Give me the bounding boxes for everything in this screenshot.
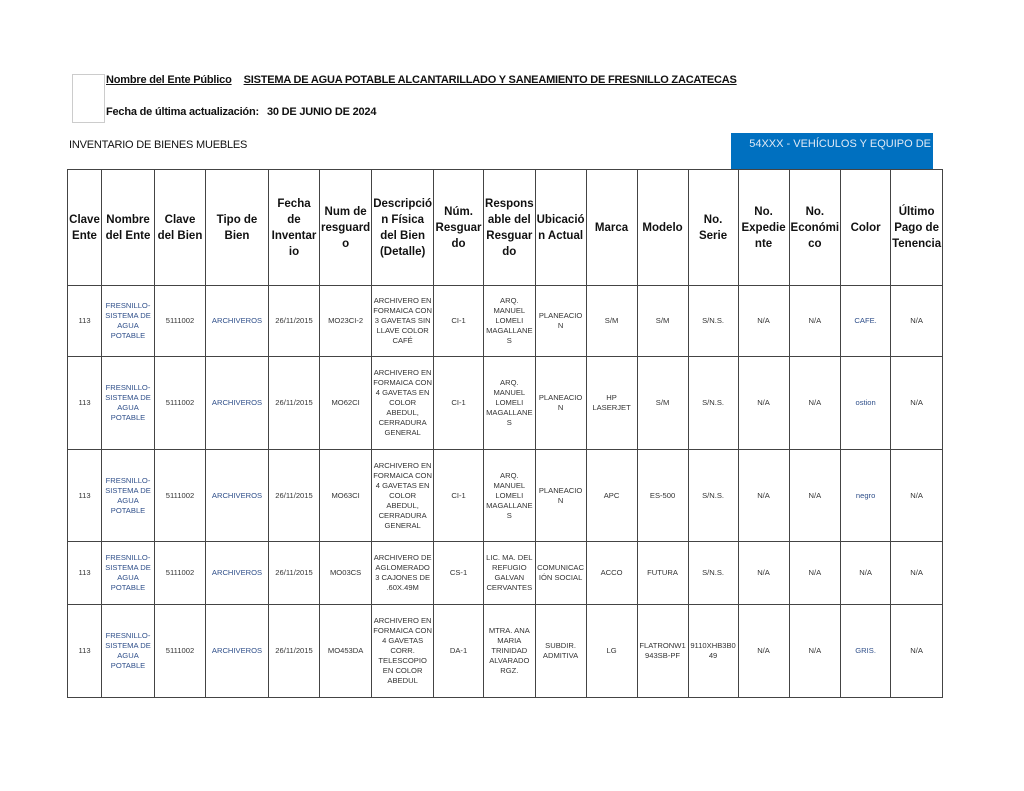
column-header: No. Expedie nte — [738, 170, 789, 286]
table-cell: 26/11/2015 — [269, 450, 320, 542]
column-header: Tipo de Bien — [206, 170, 269, 286]
table-cell: ES-500 — [637, 450, 688, 542]
table-cell: PLANEACION — [535, 357, 586, 450]
table-cell: MO23CI-2 — [320, 286, 372, 357]
table-cell: CS-1 — [434, 542, 484, 605]
table-cell: S/M — [637, 286, 688, 357]
table-cell: N/A — [891, 542, 943, 605]
fecha-line — [106, 106, 384, 118]
column-header: Clave del Bien — [155, 170, 206, 286]
table-cell: MTRA. ANA MARIA TRINIDAD ALVARADO RGZ. — [484, 605, 536, 698]
table-cell: FRESNILLO-SISTEMA DE AGUA POTABLE — [102, 450, 155, 542]
table-cell: 26/11/2015 — [269, 286, 320, 357]
table-cell: CAFE. — [841, 286, 891, 357]
table-cell: ARCHIVERO EN FORMAICA CON 4 GAVETAS EN COLOR ABEDUL, CERRADURA GENERAL — [372, 357, 434, 450]
fecha-value: 30 DE JUNIO DE 2024 — [266, 106, 377, 118]
table-cell: CI-1 — [434, 450, 484, 542]
table-cell: 9110XHB3B049 — [688, 605, 738, 698]
column-header: No. Económi co — [789, 170, 841, 286]
table-cell: FLATRONW1943SB-PF — [637, 605, 688, 698]
fecha-label: Fecha de última actualización: — [106, 106, 259, 118]
table-row — [68, 450, 943, 542]
table-cell: N/A — [891, 286, 943, 357]
table-cell: 26/11/2015 — [269, 357, 320, 450]
column-header: Nombre del Ente — [102, 170, 155, 286]
table-cell: DA-1 — [434, 605, 484, 698]
table-cell: ARQ. MANUEL LOMELI MAGALLANES — [484, 357, 536, 450]
table-cell: FRESNILLO-SISTEMA DE AGUA POTABLE — [102, 605, 155, 698]
table-cell: PLANEACION — [535, 286, 586, 357]
table-cell: COMUNICACIÓN SOCIAL — [535, 542, 586, 605]
table-cell: 5111002 — [155, 286, 206, 357]
table-cell: ACCO — [586, 542, 637, 605]
table-cell: ARCHIVERO EN FORMAICA CON 4 GAVETAS CORR. TELESCOPIO EN COLOR ABEDUL — [372, 605, 434, 698]
table-cell: ARCHIVERO DE AGLOMERADO 3 CAJONES DE .60X.49M — [372, 542, 434, 605]
table-cell: N/A — [738, 450, 789, 542]
column-header: Descripció n Física del Bien (Detalle) — [372, 170, 434, 286]
table-cell: FRESNILLO-SISTEMA DE AGUA POTABLE — [102, 357, 155, 450]
table-cell: ARCHIVEROS — [206, 605, 269, 698]
table-cell: ARQ. MANUEL LOMELI MAGALLANES — [484, 286, 536, 357]
table-cell: 5111002 — [155, 542, 206, 605]
table-cell: 26/11/2015 — [269, 542, 320, 605]
table-cell: N/A — [841, 542, 891, 605]
ente-label: Nombre del Ente Público — [106, 74, 232, 86]
table-cell: HP LASERJET — [586, 357, 637, 450]
column-header: Color — [841, 170, 891, 286]
inventory-table — [67, 169, 943, 698]
table-cell: S/N.S. — [688, 286, 738, 357]
column-header: Modelo — [637, 170, 688, 286]
table-cell: N/A — [891, 357, 943, 450]
ente-line — [106, 74, 749, 86]
table-row — [68, 542, 943, 605]
table-cell: 113 — [68, 357, 102, 450]
table-cell: ARCHIVEROS — [206, 542, 269, 605]
column-header: Último Pago de Tenencia — [891, 170, 943, 286]
table-cell: 113 — [68, 542, 102, 605]
table-cell: 26/11/2015 — [269, 605, 320, 698]
table-cell: N/A — [891, 605, 943, 698]
category-banner: 54XXX - VEHÍCULOS Y EQUIPO DE — [731, 133, 933, 169]
table-cell: S/N.S. — [688, 542, 738, 605]
table-row — [68, 286, 943, 357]
table-cell: ostion — [841, 357, 891, 450]
column-header: No. Serie — [688, 170, 738, 286]
table-cell: N/A — [789, 450, 841, 542]
section-title: INVENTARIO DE BIENES MUEBLES — [69, 139, 248, 151]
table-cell: FRESNILLO-SISTEMA DE AGUA POTABLE — [102, 286, 155, 357]
column-header: Fecha de Inventar io — [269, 170, 320, 286]
table-cell: CI-1 — [434, 357, 484, 450]
table-row — [68, 605, 943, 698]
table-cell: 5111002 — [155, 605, 206, 698]
table-cell: S/N.S. — [688, 450, 738, 542]
table-cell: 113 — [68, 450, 102, 542]
table-cell: N/A — [891, 450, 943, 542]
table-cell: S/M — [586, 286, 637, 357]
table-cell: 5111002 — [155, 357, 206, 450]
column-header: Núm. Resguar do — [434, 170, 484, 286]
table-cell: ARCHIVERO EN FORMAICA CON 3 GAVETAS SIN LLAVE COLOR CAFÉ — [372, 286, 434, 357]
table-cell: 113 — [68, 286, 102, 357]
table-cell: 5111002 — [155, 450, 206, 542]
table-cell: N/A — [789, 605, 841, 698]
table-cell: 113 — [68, 605, 102, 698]
table-cell: ARCHIVEROS — [206, 286, 269, 357]
header-row — [68, 170, 943, 286]
table-cell: ARCHIVEROS — [206, 450, 269, 542]
table-cell: FRESNILLO-SISTEMA DE AGUA POTABLE — [102, 542, 155, 605]
table-cell: MO63CI — [320, 450, 372, 542]
table-cell: GRIS. — [841, 605, 891, 698]
table-cell: FUTURA — [637, 542, 688, 605]
column-header: Respons able del Resguar do — [484, 170, 536, 286]
table-cell: MO03CS — [320, 542, 372, 605]
logo-placeholder — [72, 74, 105, 123]
column-header: Marca — [586, 170, 637, 286]
column-header: Clave Ente — [68, 170, 102, 286]
table-cell: N/A — [738, 605, 789, 698]
table-cell: CI-1 — [434, 286, 484, 357]
table-cell: N/A — [738, 542, 789, 605]
table-cell: APC — [586, 450, 637, 542]
ente-value: SISTEMA DE AGUA POTABLE ALCANTARILLADO Y SANEAMIENTO DE FRESNILLO ZACATECAS — [243, 74, 737, 86]
table-cell: PLANEACION — [535, 450, 586, 542]
table-cell: ARCHIVEROS — [206, 357, 269, 450]
table-cell: N/A — [738, 357, 789, 450]
table-cell: LG — [586, 605, 637, 698]
table-cell: N/A — [789, 542, 841, 605]
table-row — [68, 357, 943, 450]
table-cell: MO62CI — [320, 357, 372, 450]
table-cell: N/A — [789, 286, 841, 357]
table-cell: S/M — [637, 357, 688, 450]
table-cell: N/A — [738, 286, 789, 357]
table-cell: N/A — [789, 357, 841, 450]
table-cell: S/N.S. — [688, 357, 738, 450]
table-cell: ARQ. MANUEL LOMELI MAGALLANES — [484, 450, 536, 542]
table-cell: LIC. MA. DEL REFUGIO GALVAN CERVANTES — [484, 542, 536, 605]
column-header: Num de resguard o — [320, 170, 372, 286]
table-cell: SUBDIR. ADMITIVA — [535, 605, 586, 698]
table-cell: negro — [841, 450, 891, 542]
column-header: Ubicació n Actual — [535, 170, 586, 286]
table-cell: ARCHIVERO EN FORMAICA CON 4 GAVETAS EN COLOR ABEDUL, CERRADURA GENERAL — [372, 450, 434, 542]
table-cell: MO453DA — [320, 605, 372, 698]
